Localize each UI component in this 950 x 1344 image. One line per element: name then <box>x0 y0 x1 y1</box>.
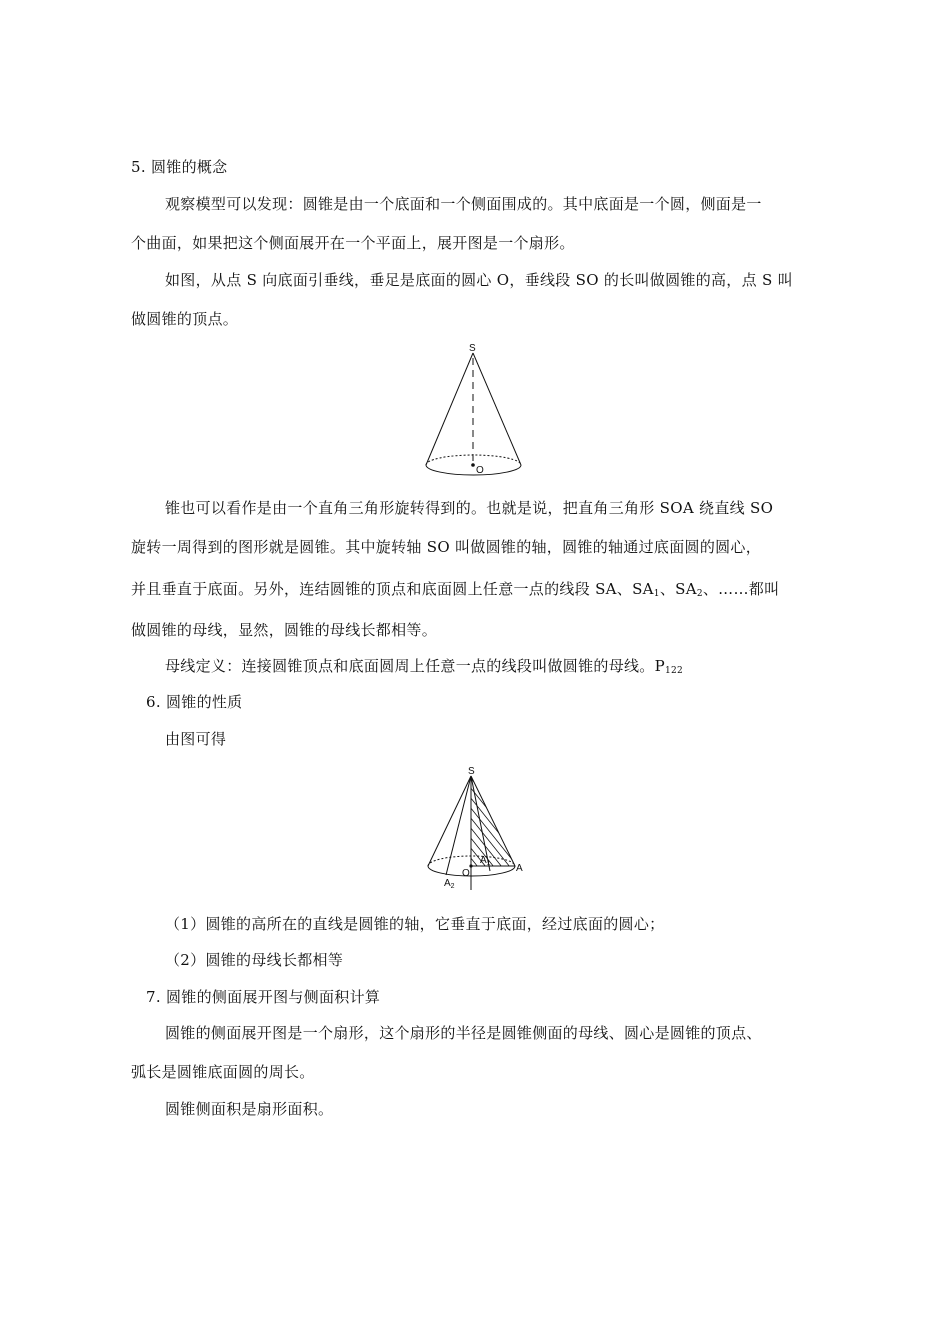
paragraph-line: 做圆锥的顶点。 <box>131 310 239 328</box>
center-point <box>471 463 475 467</box>
cone-left-slant <box>428 776 471 866</box>
cone-generatrix-figure <box>420 762 530 894</box>
label-s: S <box>468 766 475 777</box>
paragraph-line: 圆锥的侧面展开图是一个扇形，这个扇形的半径是圆锥侧面的母线、圆心是圆锥的顶点、 <box>165 1024 762 1042</box>
generatrix-sa2 <box>446 776 471 875</box>
paragraph-line: 做圆锥的母线，显然，圆锥的母线长都相等。 <box>131 621 438 639</box>
section-7-heading: 7. 圆锥的侧面展开图与侧面积计算 <box>146 988 381 1006</box>
label-a1: $A_1$ <box>480 855 491 867</box>
property-item-1: （1）圆锥的高所在的直线是圆锥的轴，它垂直于底面，经过底面的圆心； <box>165 915 665 933</box>
paragraph-line: 观察模型可以发现：圆锥是由一个底面和一个侧面围成的。其中底面是一个圆，侧面是一 <box>165 195 762 213</box>
paragraph-line: 锥也可以看作是由一个直角三角形旋转得到的。也就是说，把直角三角形 SOA 绕直线 SO <box>165 499 774 517</box>
definition-line: 母线定义：连接圆锥顶点和底面圆周上任意一点的线段叫做圆锥的母线。$P_{122}$ <box>165 657 684 676</box>
paragraph-line: 由图可得 <box>165 730 227 748</box>
section-5-heading: 5. 圆锥的概念 <box>131 158 228 176</box>
label-a2: $A_2$ <box>444 878 455 890</box>
label-s: S <box>469 343 476 354</box>
paragraph-line: 并且垂直于底面。另外，连结圆锥的顶点和底面圆上任意一点的线段 SA、$SA_1$、$SA_2$、……都叫 <box>131 580 780 599</box>
generatrix-sa <box>471 776 515 866</box>
label-o: O <box>476 465 484 476</box>
paragraph-line: 个曲面，如果把这个侧面展开在一个平面上，展开图是一个扇形。 <box>131 234 575 252</box>
paragraph-line: 如图，从点 S 向底面引垂线，垂足是底面的圆心 O，垂线段 SO 的长叫做圆锥的高，点 S 叫 <box>165 271 793 289</box>
paragraph-line: 弧长是圆锥底面圆的周长。 <box>131 1063 315 1081</box>
cone-left-slant <box>426 353 473 465</box>
label-a: A <box>516 863 523 874</box>
paragraph-line: 旋转一周得到的图形就是圆锥。其中旋转轴 SO 叫做圆锥的轴，圆锥的轴通过底面圆的圆心， <box>131 538 762 556</box>
paragraph-line: 圆锥侧面积是扇形面积。 <box>165 1100 334 1118</box>
cone-figure <box>415 340 535 480</box>
section-6-heading: 6. 圆锥的性质 <box>146 693 243 711</box>
label-o: O <box>462 868 470 879</box>
center-point <box>469 864 472 867</box>
property-item-2: （2）圆锥的母线长都相等 <box>165 951 344 969</box>
cone-right-slant <box>473 353 521 465</box>
